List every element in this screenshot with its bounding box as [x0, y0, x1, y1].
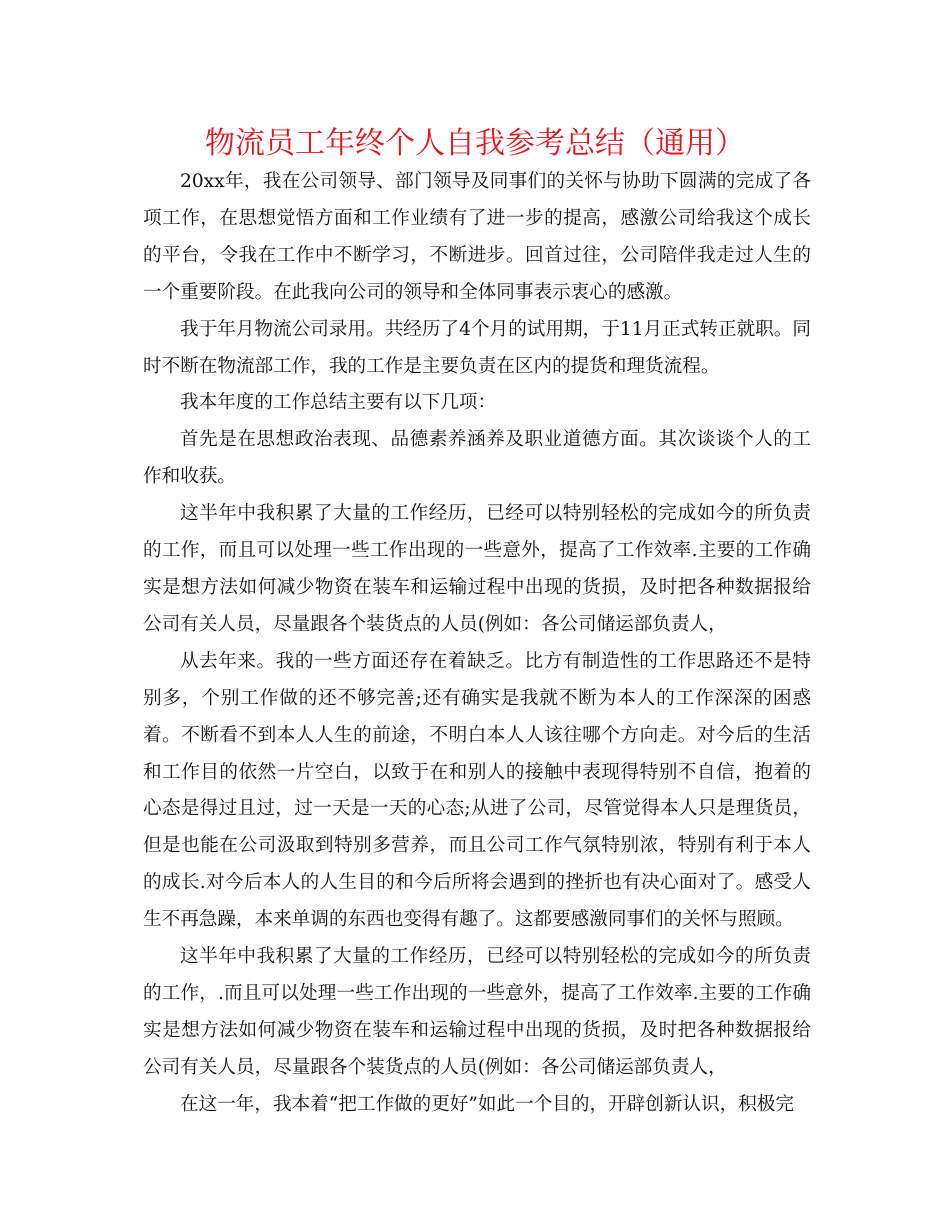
paragraph-2: 我于年月物流公司录用。共经历了4个月的试用期，于11月正式转正就职。同时不断在物流部工作，我的工作是主要负责在区内的提货和理货流程。: [143, 318, 811, 377]
paragraph-1: 20xx年，我在公司领导、部门领导及同事们的关怀与协助下圆满的完成了各项工作，在思想觉悟方面和工作业绩有了进一步的提高，感激公司给我这个成长的平台，令我在工作中不断学习，不断进步。回首过往，公司陪伴我走过人生的一个重要阶段。在此我向公司的领导和全体同事表示衷心的感激。: [143, 171, 811, 303]
paragraph-4: 首先是在思想政治表现、品德素养涵养及职业道德方面。其次谈谈个人的工作和收获。: [143, 429, 811, 488]
paragraph-5: 这半年中我积累了大量的工作经历，已经可以特别轻松的完成如今的所负责的工作，而且可以处理一些工作出现的一些意外，提高了工作效率.主要的工作确实是想方法如何减少物资在装车和运输过程中出现的货损，及时把各种数据报给公司有关人员，尽量跟各个装货点的人员(例如：各公司储运部负责人，: [143, 503, 811, 635]
paragraph-8: 在这一年，我本着“把工作做的更好”如此一个目的，开辟创新认识，积极完: [180, 1093, 795, 1115]
paragraph-3: 我本年度的工作总结主要有以下几项：: [180, 392, 497, 414]
document-body: [143, 164, 811, 1124]
paragraph-6: 从去年来。我的一些方面还存在着缺乏。比方有制造性的工作思路还不是特别多，个别工作做的还不够完善;还有确实是我就不断为本人的工作深深的困惑着。不断看不到本人人生的前途，不明白本人人该往哪个方向走。对今后的生活和工作目的依然一片空白，以致于在和别人的接触中表现得特别不自信，抱着的心态是得过且过，过一天是一天的心态;从进了公司，尽管觉得本人只是理货员，但是也能在公司汲取到特别多营养，而且公司工作气氛特别浓，特别有利于本人的成长.对今后本人的人生目的和今后所将会遇到的挫折也有决心面对了。感受人生不再急躁，本来单调的东西也变得有趣了。这都要感激同事们的关怀与照顾。: [143, 650, 811, 931]
paragraph-7: 这半年中我积累了大量的工作经历，已经可以特别轻松的完成如今的所负责的工作，.而且可以处理一些工作出现的一些意外，提高了工作效率.主要的工作确实是想方法如何减少物资在装车和运输过程中出现的货损，及时把各种数据报给公司有关人员，尽量跟各个装货点的人员(例如：各公司储运部负责人，: [143, 946, 811, 1078]
page-title: 物流员工年终个人自我参考总结（通用）: [205, 126, 745, 161]
